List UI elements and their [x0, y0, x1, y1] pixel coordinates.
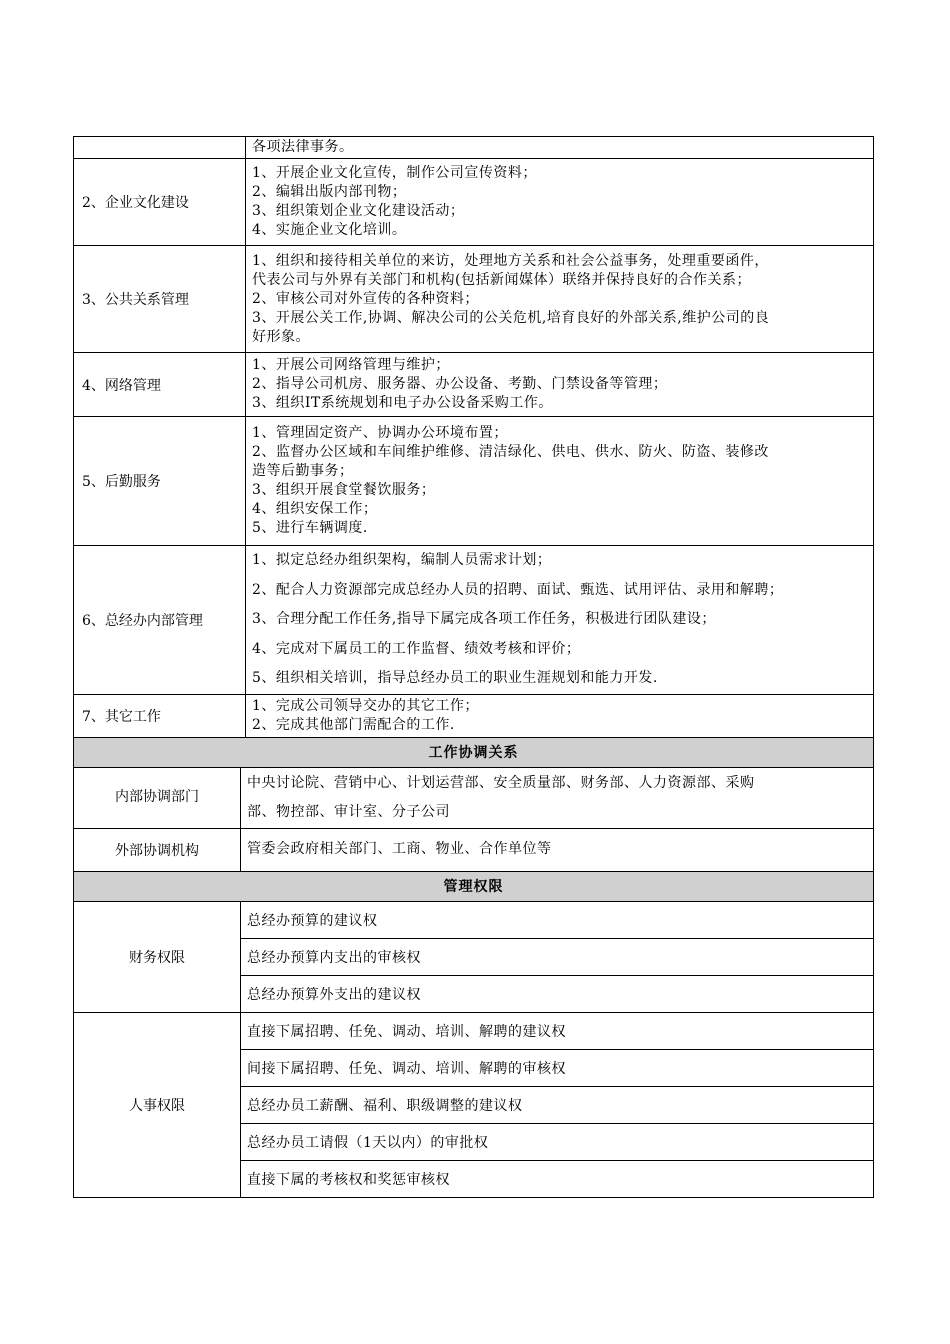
duty-label: 5、后勤服务 [74, 417, 246, 546]
section-title: 工作协调关系 [74, 737, 874, 767]
duty-item: 4、实施企业文化培训。 [252, 222, 407, 238]
internal-coordination-row [74, 767, 874, 828]
internal-coordination-line: 中央讨论院、营销中心、计划运营部、安全质量部、财务部、人力资源部、采购 [247, 774, 755, 791]
duty-item: 1、组织和接待相关单位的来访，处理地方关系和社会公益事务，处理重要函件， [252, 252, 769, 269]
authority-item: 总经办预算内支出的审核权 [241, 938, 874, 975]
personnel-authority-label: 人事权限 [74, 1012, 241, 1197]
duty-item: 3、合理分配工作任务,指导下属完成各项工作任务，积极进行团队建设； [252, 611, 716, 627]
duty-item: 4、完成对下属员工的工作监督、绩效考核和评价； [252, 640, 581, 657]
job-description-document [73, 136, 873, 1198]
authority-item: 直接下属的考核权和奖惩审核权 [241, 1160, 874, 1197]
duty-continuation-row [74, 137, 874, 159]
duty-content [246, 159, 874, 246]
external-coordination-content: 管委会政府相关部门、工商、物业、合作单位等 [241, 828, 874, 871]
duty-label: 2、企业文化建设 [74, 159, 246, 246]
duty-item: 2、监督办公区域和车间维护维修、清洁绿化、供电、供水、防火、防盗、装修改 [252, 444, 769, 460]
duty-row-culture [74, 159, 874, 246]
duty-item: 3、开展公关工作,协调、解决公司的公关危机,培育良好的外部关系,维护公司的良 [252, 309, 770, 326]
duty-content [246, 546, 874, 695]
duty-item: 3、组织策划企业文化建设活动； [252, 203, 465, 219]
duty-item: 1、管理固定资产、协调办公环境布置； [252, 425, 508, 441]
personnel-authority-row [74, 1012, 874, 1049]
finance-authority-label: 财务权限 [74, 901, 241, 1012]
coordination-section-header [74, 737, 874, 767]
authority-item: 间接下属招聘、任免、调动、培训、解聘的审核权 [241, 1049, 874, 1086]
duty-label: 3、公共关系管理 [74, 246, 246, 353]
duty-item: 造等后勤事务； [252, 463, 354, 479]
duty-item: 5、组织相关培训，指导总经办员工的职业生涯规划和能力开发. [252, 670, 658, 686]
external-coordination-label: 外部协调机构 [74, 828, 241, 871]
duty-item: 2、审核公司对外宣传的各种资料； [252, 290, 479, 307]
duty-item: 2、完成其他部门需配合的工作. [252, 716, 455, 733]
duty-row-internal-management [74, 546, 874, 695]
duty-content [246, 137, 874, 159]
duty-item: 1、完成公司领导交办的其它工作； [252, 697, 479, 714]
internal-coordination-line: 部、物控部、审计室、分子公司 [247, 803, 450, 820]
duty-row-network [74, 353, 874, 417]
authority-item: 总经办员工薪酬、福利、职级调整的建议权 [241, 1086, 874, 1123]
duty-content [246, 353, 874, 417]
duty-content [246, 246, 874, 353]
duty-content [246, 417, 874, 546]
duty-label: 7、其它工作 [74, 694, 246, 737]
duty-item: 2、编辑出版内部刊物； [252, 184, 407, 200]
duty-item: 1、开展公司网络管理与维护； [252, 357, 450, 373]
duty-row-other [74, 694, 874, 737]
authority-item: 总经办预算的建议权 [241, 901, 874, 938]
finance-authority-row [74, 901, 874, 938]
duty-row-public-relations [74, 246, 874, 353]
duty-label-empty [74, 137, 246, 159]
coordination-authority-table [73, 737, 874, 1198]
duty-item: 1、拟定总经办组织架构，编制人员需求计划； [252, 552, 552, 568]
duty-item: 代表公司与外界有关部门和机构(包括新闻媒体）联络并保持良好的合作关系； [252, 271, 751, 288]
duties-table [73, 136, 874, 738]
authority-item: 总经办员工请假（1天以内）的审批权 [241, 1123, 874, 1160]
duty-item: 各项法律事务。 [252, 139, 354, 155]
duty-item: 4、组织安保工作； [252, 501, 378, 517]
duty-item: 2、指导公司机房、服务器、办公设备、考勤、门禁设备等管理； [252, 376, 668, 392]
authority-item: 总经办预算外支出的建议权 [241, 975, 874, 1012]
duty-label: 4、网络管理 [74, 353, 246, 417]
duty-item: 3、组织IT系统规划和电子办公设备采购工作。 [252, 395, 553, 411]
duty-item: 3、组织开展食堂餐饮服务； [252, 482, 436, 498]
internal-coordination-content [241, 767, 874, 828]
duty-label: 6、总经办内部管理 [74, 546, 246, 695]
authority-section-header [74, 871, 874, 901]
duty-item: 1、开展企业文化宣传，制作公司宣传资料； [252, 165, 537, 181]
duty-item: 好形象。 [252, 328, 310, 345]
section-title: 管理权限 [74, 871, 874, 901]
duty-content [246, 694, 874, 737]
authority-item: 直接下属招聘、任免、调动、培训、解聘的建议权 [241, 1012, 874, 1049]
internal-coordination-label: 内部协调部门 [74, 767, 241, 828]
duty-item: 2、配合人力资源部完成总经办人员的招聘、面试、甄选、试用评估、录用和解聘； [252, 581, 784, 598]
duty-item: 5、进行车辆调度. [252, 520, 368, 536]
external-coordination-row [74, 828, 874, 871]
duty-row-logistics [74, 417, 874, 546]
